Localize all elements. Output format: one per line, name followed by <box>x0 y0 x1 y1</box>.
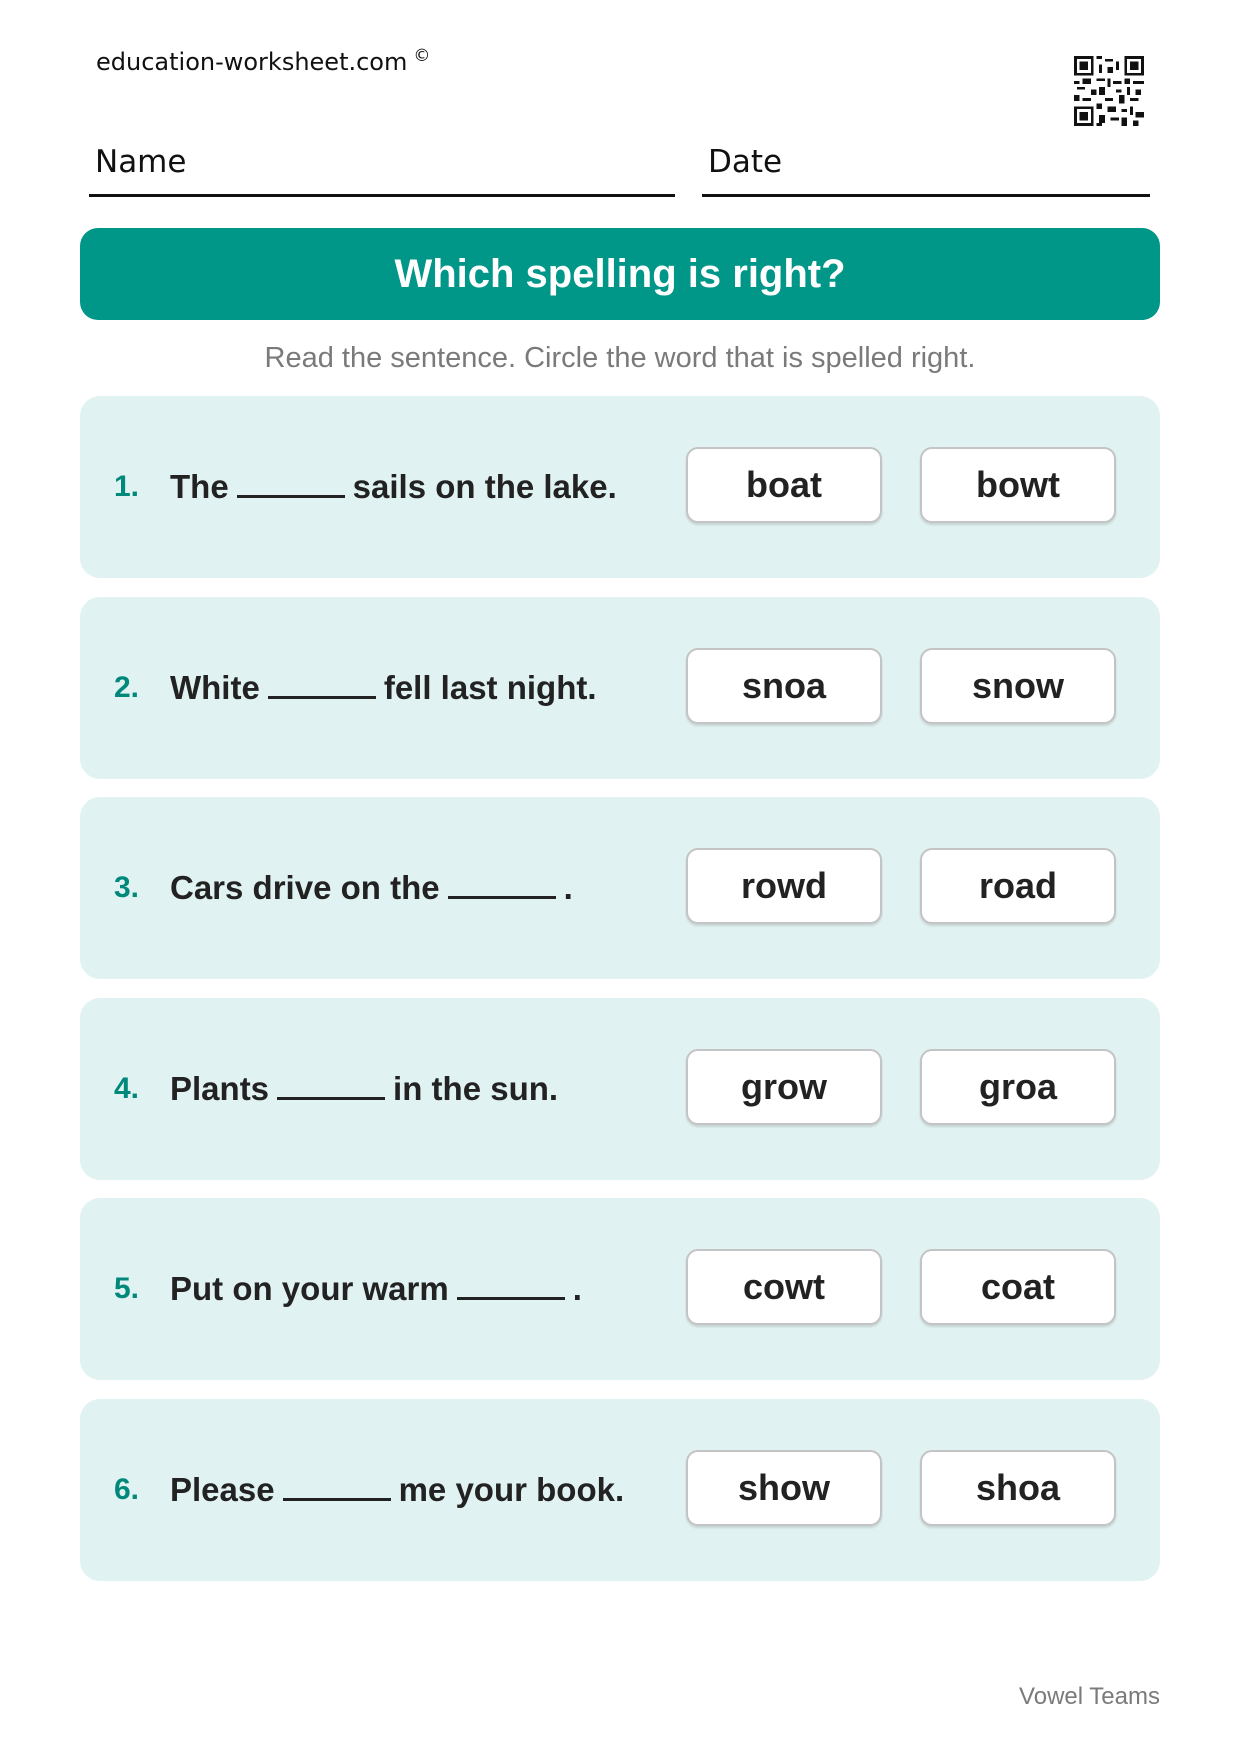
answer-option[interactable]: shoa <box>920 1450 1116 1526</box>
instruction-text: Read the sentence. Circle the word that is spelled right. <box>264 342 976 374</box>
sentence-end: . <box>563 869 573 906</box>
page-title: Which spelling is right? <box>394 251 846 296</box>
answer-blank <box>283 1496 391 1501</box>
question-sentence <box>170 396 617 578</box>
date-label: Date <box>708 144 783 180</box>
answer-option[interactable]: show <box>686 1450 882 1526</box>
question-number: 3. <box>114 871 140 904</box>
answer-blank <box>237 493 345 498</box>
question-sentence <box>170 1198 582 1380</box>
sentence-start: Put on your warm <box>170 1270 449 1307</box>
question-row <box>80 396 1160 578</box>
sentence-start: Plants <box>170 1070 270 1107</box>
answer-blank <box>277 1095 385 1100</box>
sentence-end: sails on the lake. <box>352 468 617 505</box>
answer-blank <box>448 894 556 899</box>
site-name-text: education-worksheet.com <box>96 48 408 76</box>
answer-option[interactable]: snow <box>920 648 1116 724</box>
answer-option[interactable]: rowd <box>686 848 882 924</box>
answer-option[interactable]: bowt <box>920 447 1116 523</box>
date-field[interactable] <box>702 140 1150 197</box>
question-sentence <box>170 1399 624 1581</box>
answer-option[interactable]: cowt <box>686 1249 882 1325</box>
answer-option[interactable]: coat <box>920 1249 1116 1325</box>
question-row <box>80 998 1160 1180</box>
answer-option[interactable]: snoa <box>686 648 882 724</box>
name-field[interactable] <box>89 140 675 197</box>
question-row <box>80 1399 1160 1581</box>
question-sentence <box>170 797 573 979</box>
answer-option[interactable]: road <box>920 848 1116 924</box>
sentence-end: . <box>572 1270 582 1307</box>
question-number: 6. <box>114 1473 140 1506</box>
sentence-start: The <box>170 468 229 505</box>
question-number: 4. <box>114 1072 140 1105</box>
sentence-end: in the sun. <box>393 1070 559 1107</box>
answer-option[interactable]: boat <box>686 447 882 523</box>
copyright-symbol: © <box>413 46 431 66</box>
question-row <box>80 797 1160 979</box>
sentence-start: White <box>170 669 260 706</box>
answer-blank <box>457 1295 565 1300</box>
sentence-start: Please <box>170 1471 275 1508</box>
question-row <box>80 597 1160 779</box>
question-sentence <box>170 998 558 1180</box>
answer-option[interactable]: grow <box>686 1049 882 1125</box>
question-number: 1. <box>114 470 140 503</box>
sentence-end: fell last night. <box>383 669 597 706</box>
site-name <box>96 46 430 76</box>
answer-blank <box>268 694 376 699</box>
question-sentence <box>170 597 597 779</box>
title-banner <box>80 228 1160 320</box>
question-row <box>80 1198 1160 1380</box>
question-number: 2. <box>114 671 140 704</box>
qr-code-icon <box>1074 56 1144 126</box>
sentence-start: Cars drive on the <box>170 869 440 906</box>
sentence-end: me your book. <box>398 1471 625 1508</box>
footer-topic: Vowel Teams <box>1019 1683 1160 1710</box>
question-number: 5. <box>114 1272 140 1305</box>
answer-option[interactable]: groa <box>920 1049 1116 1125</box>
name-label: Name <box>95 144 187 180</box>
